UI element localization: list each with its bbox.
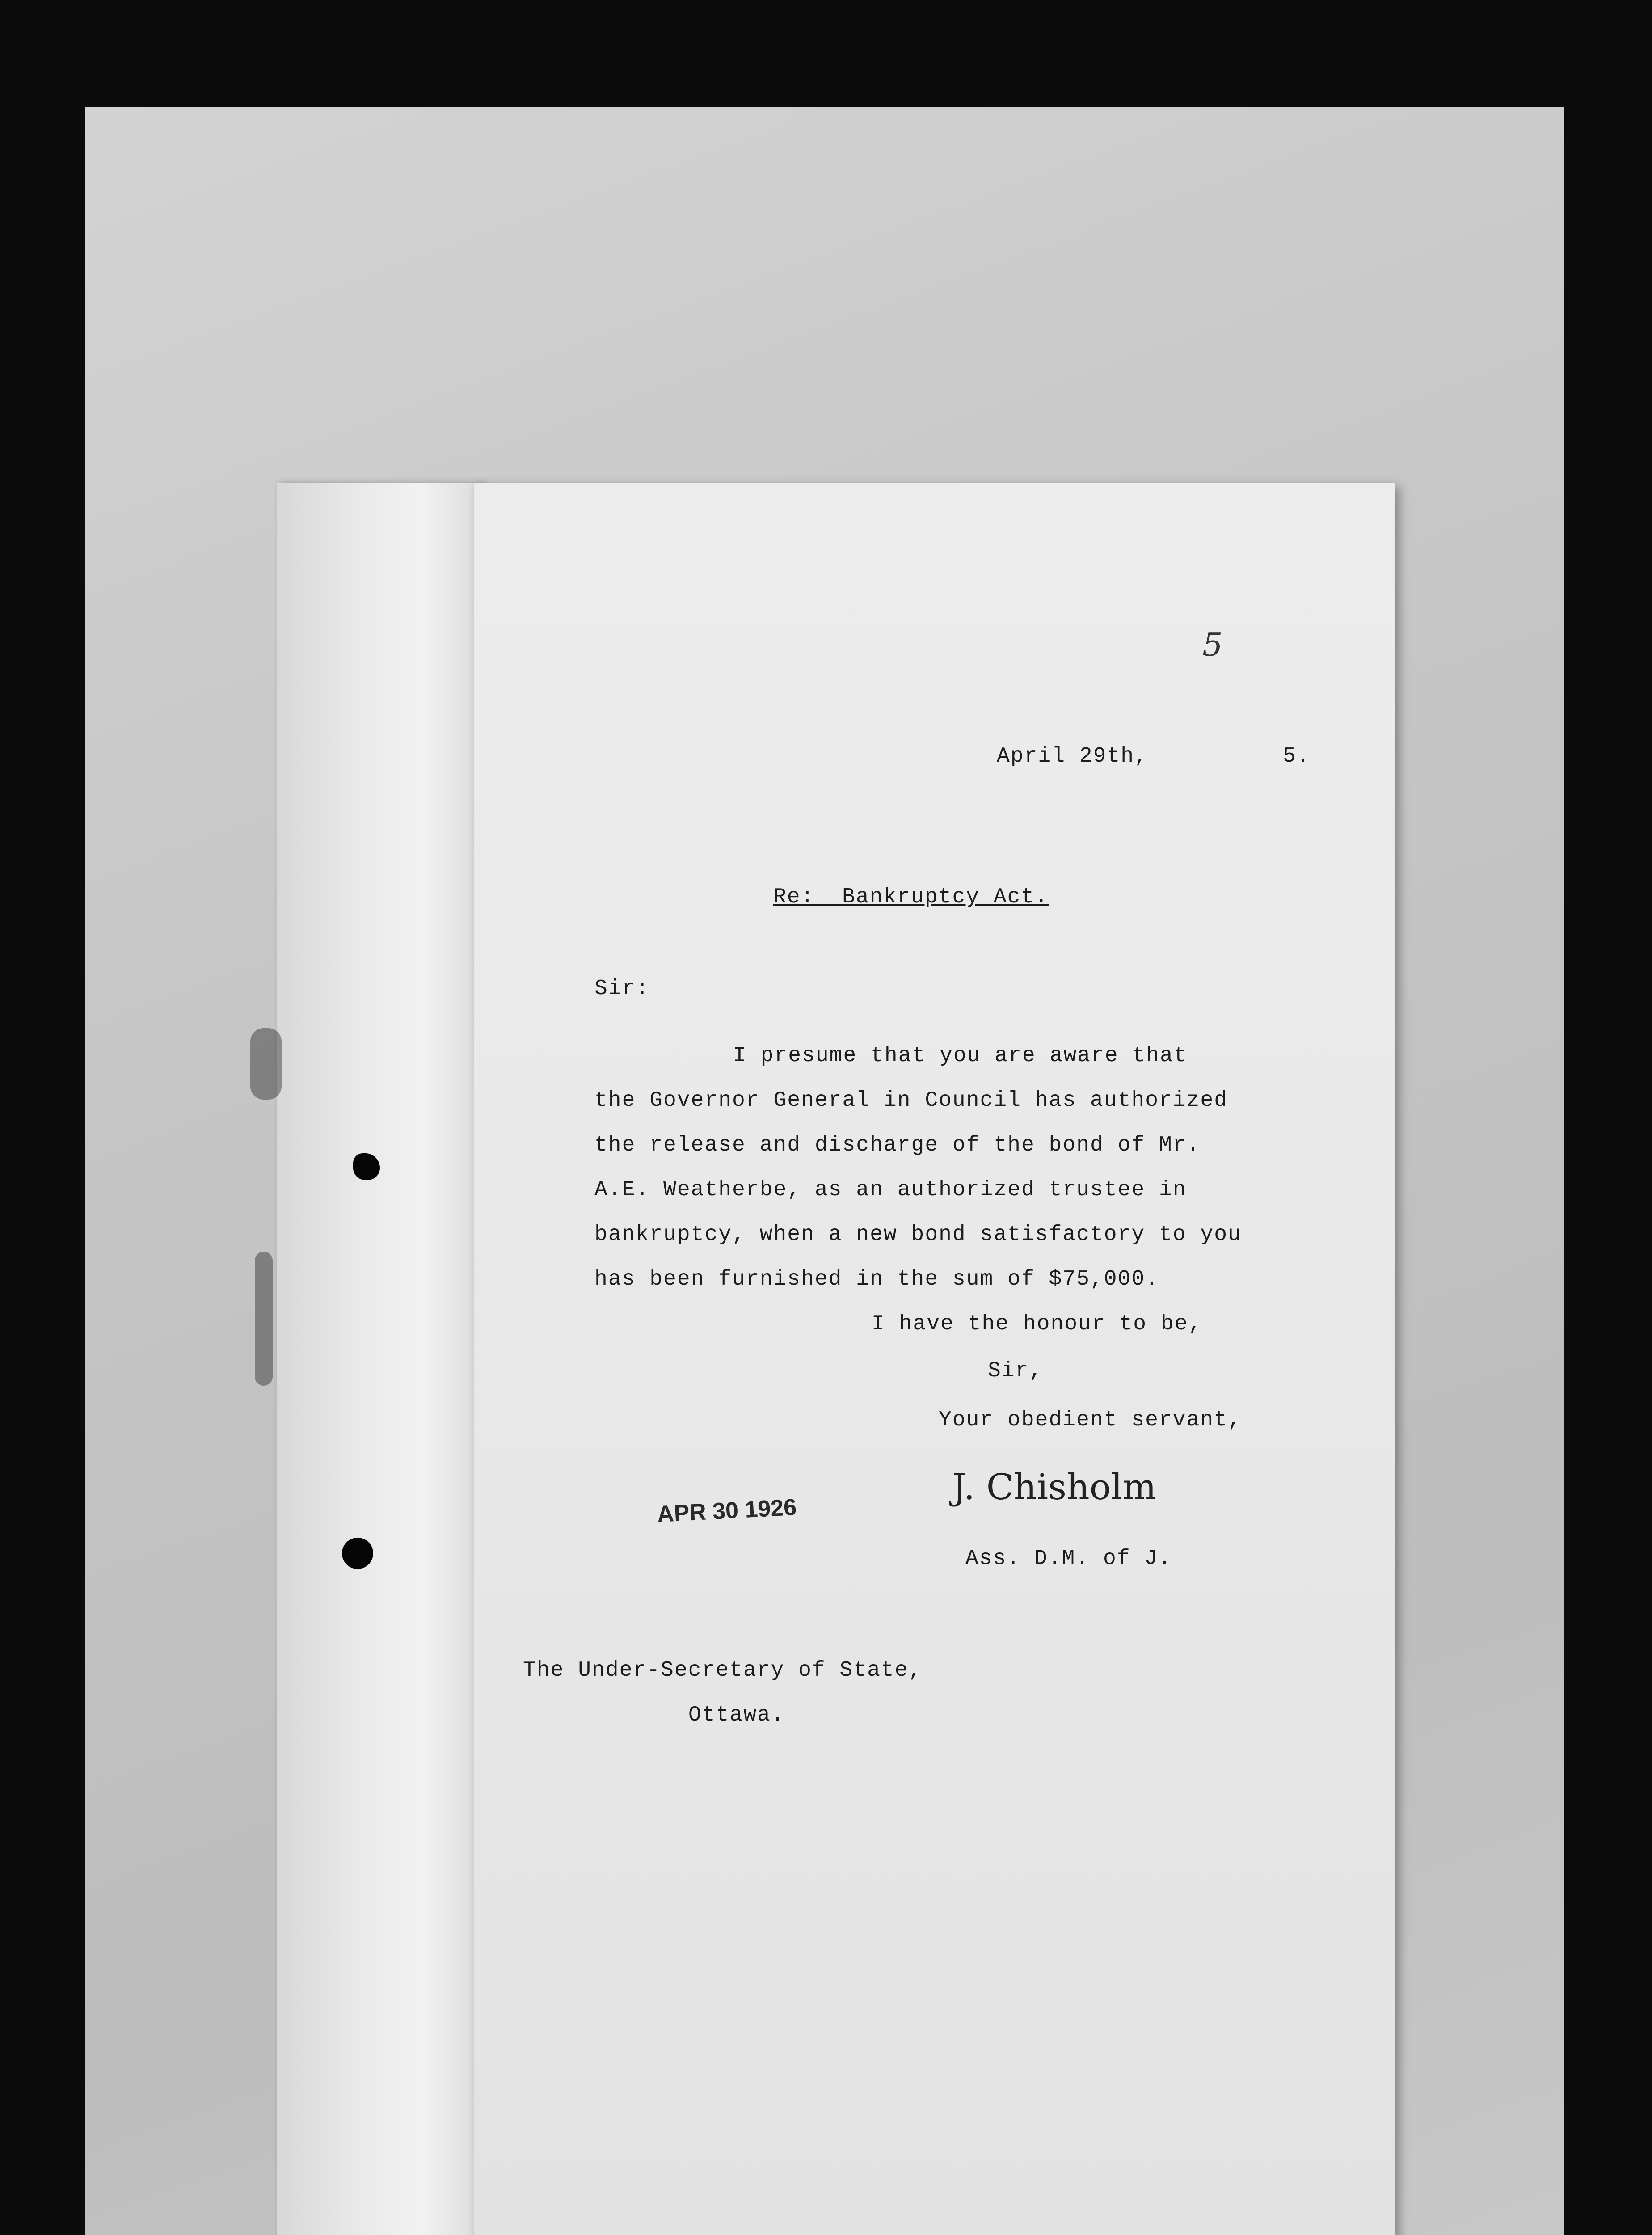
punch-hole (342, 1538, 373, 1569)
page-marker: 5. (1283, 744, 1311, 768)
binder-strip (277, 483, 483, 2235)
date-received-stamp: APR 30 1926 (656, 1494, 797, 1528)
closing-line: I have the honour to be, (872, 1312, 1202, 1336)
body-line: A.E. Weatherbe, as an authorized trustee in (594, 1178, 1187, 1202)
letter-subject: Re: Bankruptcy Act. (773, 885, 1049, 909)
body-line: has been furnished in the sum of $75,000. (594, 1267, 1159, 1291)
handwritten-page-number: 5 (1202, 626, 1223, 663)
closing-line: Sir, (988, 1359, 1043, 1383)
signature: J. Chisholm (952, 1466, 1157, 1508)
page-shadow (255, 1252, 273, 1386)
recipient-line: Ottawa. (688, 1703, 785, 1727)
body-line: the Governor General in Council has authorized (594, 1088, 1228, 1113)
recipient-line: The Under-Secretary of State, (523, 1658, 923, 1683)
closing-line: Your obedient servant, (939, 1408, 1242, 1432)
letter-salutation: Sir: (594, 977, 650, 1001)
signer-title: Ass. D.M. of J. (965, 1547, 1172, 1571)
body-line: the release and discharge of the bond of Mr. (594, 1133, 1201, 1157)
body-line: I presume that you are aware that (733, 1044, 1188, 1068)
body-line: bankruptcy, when a new bond satisfactory to you (594, 1223, 1242, 1247)
letter-date: April 29th, (997, 744, 1148, 768)
letter-page (474, 483, 1395, 2235)
page-shadow (250, 1028, 282, 1100)
